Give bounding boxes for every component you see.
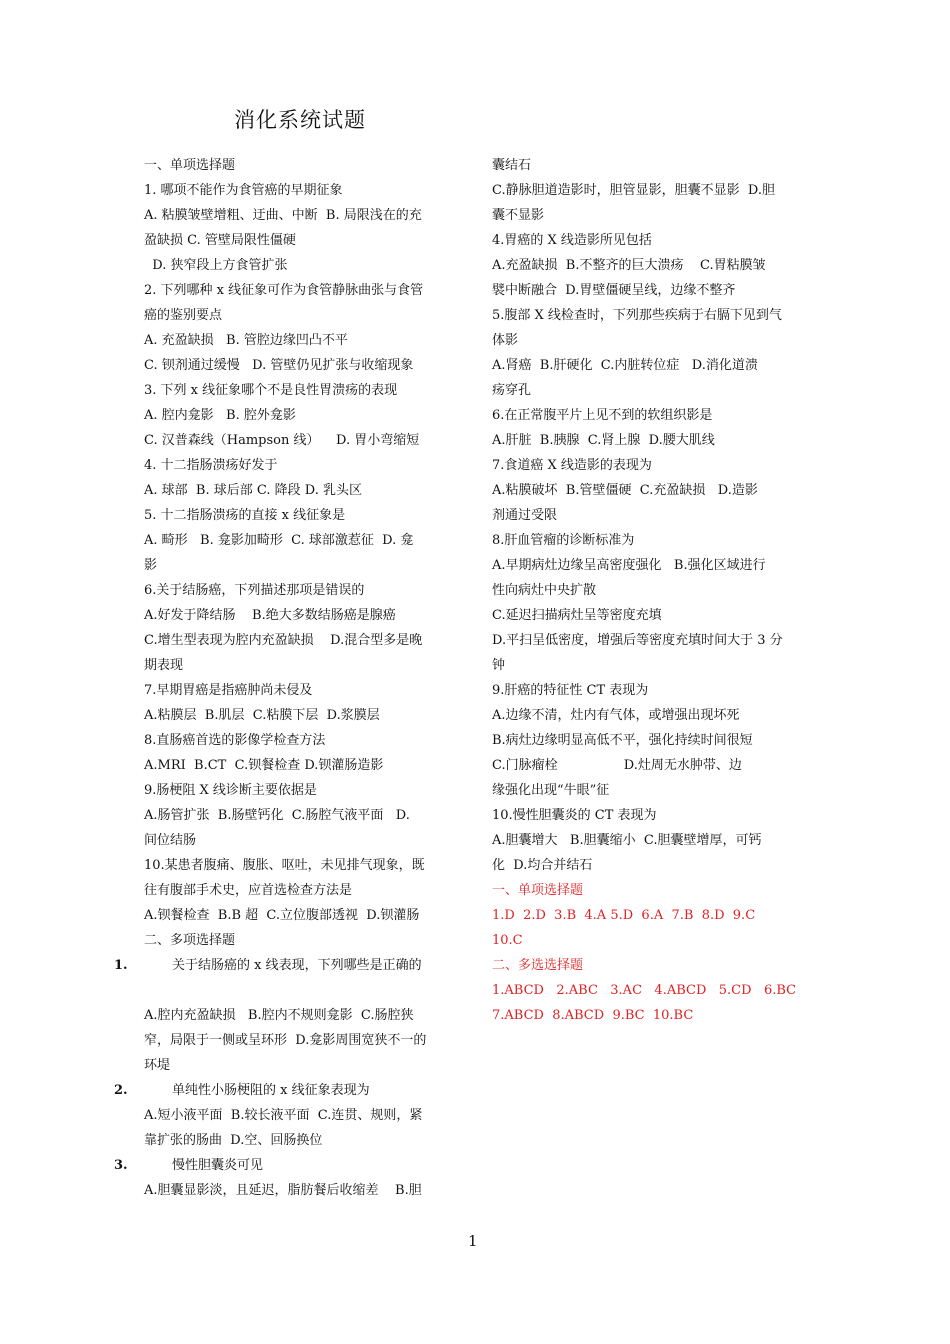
answer-line: 1.ABCD 2.ABC 3.AC 4.ABCD 5.CD 6.BC <box>492 983 797 998</box>
answer-key <box>492 878 812 1028</box>
question-line: A.早期病灶边缘呈高密度强化 B.强化区域进行 <box>492 558 766 573</box>
question-line: 7.早期胃癌是指癌肿尚未侵及 <box>144 683 313 698</box>
question-line: 10.慢性胆囊炎的 CT 表现为 <box>492 808 657 823</box>
question-line: D.平扫呈低密度，增强后等密度充填时间大于 3 分 <box>492 633 783 648</box>
question-line: A.肝脏 B.胰腺 C.肾上腺 D.腰大肌线 <box>492 433 715 448</box>
question-line: 7.食道癌 X 线造影的表现为 <box>492 458 652 473</box>
question-line: 5.腹部 X 线检查时，下列那些疾病于右膈下见到气 <box>492 308 782 323</box>
question-number: 3. <box>114 1158 128 1173</box>
question-line: 囊结石 <box>492 158 532 173</box>
question-line: A.MRI B.CT C.钡餐检查 D.钡灌肠造影 <box>144 758 384 773</box>
question-line: C.延迟扫描病灶呈等密度充填 <box>492 608 662 623</box>
question-line: A.粘膜层 B.肌层 C.粘膜下层 D.浆膜层 <box>144 708 380 723</box>
question-line: 5. 十二指肠溃疡的直接 x 线征象是 <box>144 508 346 523</box>
question-line: A.充盈缺损 B.不整齐的巨大溃疡 C.胃粘膜皱 <box>492 258 766 273</box>
question-line: A.好发于降结肠 B.绝大多数结肠癌是腺癌 <box>144 608 396 623</box>
question-line: A. 充盈缺损 B. 管腔边缘凹凸不平 <box>144 333 348 348</box>
right-column <box>492 153 812 1028</box>
question-number: 2. <box>114 1083 128 1098</box>
multi-question-stem <box>114 1153 462 1178</box>
question-line: 6.在正常腹平片上见不到的软组织影是 <box>492 408 713 423</box>
question-line: C. 钡剂通过缓慢 D. 管壁仍见扩张与收缩现象 <box>144 358 414 373</box>
question-line: 6.关于结肠癌，下列描述那项是错误的 <box>144 583 365 598</box>
question-line: 二、多项选择题 <box>144 933 236 948</box>
question-line: 钟 <box>492 658 506 673</box>
question-line: A. 球部 B. 球后部 C. 降段 D. 乳头区 <box>144 483 362 498</box>
question-line: A. 腔内龛影 B. 腔外龛影 <box>144 408 296 423</box>
option-line: A.短小液平面 B.较长液平面 C.连贯、规则，紧 <box>144 1108 423 1123</box>
answer-heading-multi: 二、多选选择题 <box>492 958 584 973</box>
option-line: 靠扩张的肠曲 D.空、回肠换位 <box>144 1133 323 1148</box>
question-stem-text: 慢性胆囊炎可见 <box>172 1158 264 1173</box>
question-line: 4. 十二指肠溃疡好发于 <box>144 458 278 473</box>
question-line: 疡穿孔 <box>492 383 532 398</box>
answer-line: 10.C <box>492 933 523 948</box>
question-line: A.粘膜破坏 B.管壁僵硬 C.充盈缺损 D.造影 <box>492 483 758 498</box>
question-line: A.钡餐检查 B.B 超 C.立位腹部透视 D.钡灌肠 <box>144 908 420 923</box>
question-line: 剂通过受限 <box>492 508 558 523</box>
question-line: 盈缺损 C. 管壁局限性僵硬 <box>144 233 296 248</box>
multi-choice-continued <box>492 153 812 878</box>
question-line: B.病灶边缘明显高低不平，强化持续时间很短 <box>492 733 753 748</box>
question-line: 4.胃癌的 X 线造影所见包括 <box>492 233 652 248</box>
answer-line: 7.ABCD 8.ABCD 9.BC 10.BC <box>492 1008 694 1023</box>
question-line: C.增生型表现为腔内充盈缺损 D.混合型多是晚 <box>144 633 423 648</box>
answer-heading-single: 一、单项选择题 <box>492 883 584 898</box>
question-line: A.边缘不清，灶内有气体，或增强出现坏死 <box>492 708 740 723</box>
question-line: C.静脉胆道造影时，胆管显影，胆囊不显影 D.胆 <box>492 183 775 198</box>
question-line: 3. 下列 x 线征象哪个不是良性胃溃疡的表现 <box>144 383 398 398</box>
question-line: 影 <box>144 558 158 573</box>
question-line: 缘强化出现“牛眼”征 <box>492 783 610 798</box>
question-stem-text: 关于结肠癌的 x 线表现，下列哪些是正确的 <box>172 958 422 973</box>
question-line: A.胆囊增大 B.胆囊缩小 C.胆囊壁增厚，可钙 <box>492 833 762 848</box>
multi-question-stem <box>114 953 462 978</box>
question-line: 10.某患者腹痛、腹胀、呕吐，未见排气现象，既 <box>144 858 425 873</box>
multi-choice-section <box>114 953 462 1203</box>
question-line: 1. 哪项不能作为食管癌的早期征象 <box>144 183 343 198</box>
left-column <box>114 153 462 1203</box>
page-number: 1 <box>468 1232 478 1250</box>
question-line: A.肾癌 B.肝硬化 C.内脏转位症 D.消化道溃 <box>492 358 758 373</box>
option-line: A.胆囊显影淡，且延迟，脂肪餐后收缩差 B.胆 <box>144 1183 422 1198</box>
question-line: 性向病灶中央扩散 <box>492 583 597 598</box>
question-line: A. 畸形 B. 龛影加畸形 C. 球部激惹征 D. 龛 <box>144 533 414 548</box>
single-choice-section <box>144 153 462 953</box>
question-line: 体影 <box>492 333 519 348</box>
question-line: A. 粘膜皱壁增粗、迂曲、中断 B. 局限浅在的充 <box>144 208 422 223</box>
question-line: C.门脉瘤栓 D.灶周无水肿带、边 <box>492 758 742 773</box>
question-line: 囊不显影 <box>492 208 545 223</box>
question-line: 一、单项选择题 <box>144 158 236 173</box>
document-title: 消化系统试题 <box>234 108 366 132</box>
question-number: 1. <box>114 958 128 973</box>
answer-line: 1.D 2.D 3.B 4.A 5.D 6.A 7.B 8.D 9.C <box>492 908 756 923</box>
question-line: 化 D.均合并结石 <box>492 858 593 873</box>
question-line: 襞中断融合 D.胃壁僵硬呈线，边缘不整齐 <box>492 283 736 298</box>
question-line: 期表现 <box>144 658 184 673</box>
question-line: 癌的鉴别要点 <box>144 308 223 323</box>
question-line: 8.直肠癌首选的影像学检查方法 <box>144 733 326 748</box>
option-line: A.腔内充盈缺损 B.腔内不规则龛影 C.肠腔狭 <box>144 1008 414 1023</box>
question-stem-text: 单纯性小肠梗阻的 x 线征象表现为 <box>172 1083 370 1098</box>
option-line: 窄，局限于一侧或呈环形 D.龛影周围宽狭不一的 <box>144 1033 427 1048</box>
question-line: 间位结肠 <box>144 833 197 848</box>
option-line: 环堤 <box>144 1058 171 1073</box>
question-line: A.肠管扩张 B.肠壁钙化 C.肠腔气液平面 D. <box>144 808 410 823</box>
question-line: C. 汉普森线（Hampson 线） D. 胃小弯缩短 <box>144 433 420 448</box>
question-line: 9.肝癌的特征性 CT 表现为 <box>492 683 649 698</box>
question-line: D. 狭窄段上方食管扩张 <box>144 258 288 273</box>
question-line: 9.肠梗阻 X 线诊断主要依据是 <box>144 783 317 798</box>
question-line: 8.肝血管瘤的诊断标准为 <box>492 533 635 548</box>
question-line: 2. 下列哪种 x 线征象可作为食管静脉曲张与食管 <box>144 283 424 298</box>
question-line: 往有腹部手术史，应首选检查方法是 <box>144 883 353 898</box>
multi-question-stem <box>114 1078 462 1103</box>
option-line <box>144 978 462 1003</box>
